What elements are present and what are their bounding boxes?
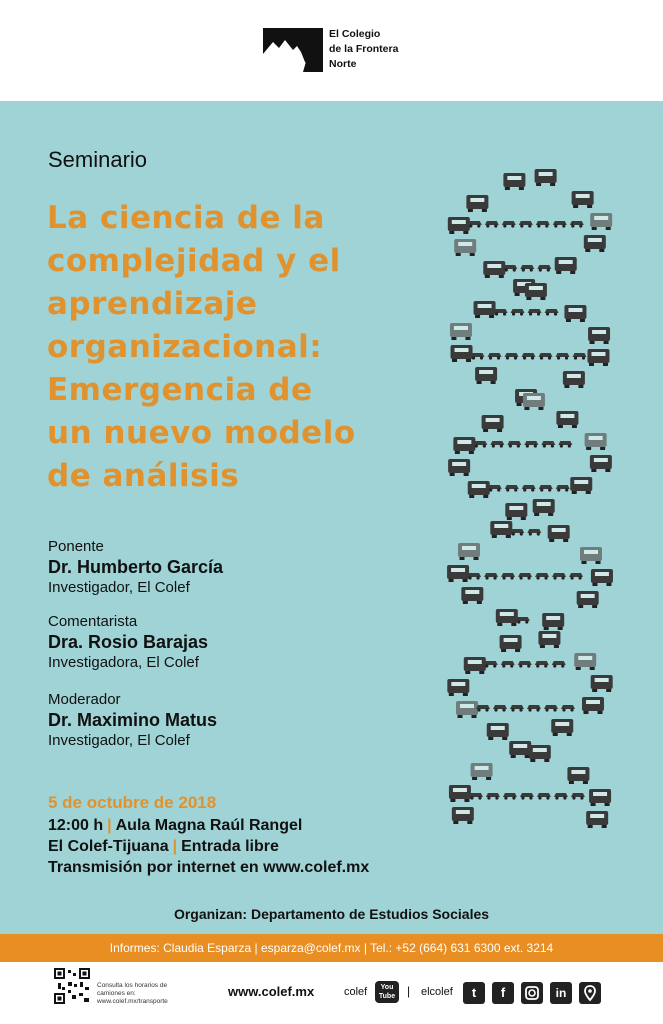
time-place-line	[48, 815, 369, 836]
truck-icon	[588, 327, 610, 344]
campus-line	[48, 836, 369, 857]
institution-line: El Colegio	[329, 28, 381, 40]
event-time: 12:00 h	[48, 817, 104, 834]
car-icon	[573, 353, 587, 360]
truck-icon	[466, 195, 488, 212]
car-icon	[545, 309, 559, 316]
truck-icon	[535, 169, 557, 186]
poster-body	[0, 101, 663, 934]
person-name: Dra. Rosio Barajas	[48, 632, 209, 652]
car-icon	[544, 705, 558, 712]
car-icon	[561, 705, 575, 712]
person-role: Ponente	[48, 538, 104, 555]
event-type: Seminario	[48, 147, 148, 172]
title-line: de análisis	[47, 458, 240, 494]
truck-icon	[577, 591, 599, 608]
truck-icon	[529, 745, 551, 762]
car-icon	[490, 441, 504, 448]
car-icon	[473, 441, 487, 448]
person-affiliation: Investigadora, El Colef	[48, 654, 199, 671]
truck-icon	[482, 415, 504, 432]
youtube-handle: colef	[344, 986, 368, 998]
title-line: organizacional:	[47, 329, 323, 365]
car-icon	[488, 353, 502, 360]
truck-icon	[563, 371, 585, 388]
car-icon	[486, 793, 500, 800]
truck-icon	[570, 477, 592, 494]
car-icon	[493, 705, 507, 712]
social-handle: elcolef	[421, 986, 453, 998]
car-icon	[541, 441, 555, 448]
truck-icon	[509, 741, 531, 758]
truck-icon	[448, 217, 470, 234]
truck-icon	[585, 433, 607, 450]
car-icon	[552, 661, 566, 668]
speaker-block	[48, 537, 408, 597]
moderator-block	[48, 690, 408, 750]
car-icon	[570, 221, 584, 228]
truck-icon	[461, 587, 483, 604]
location-icon[interactable]	[579, 982, 601, 1004]
truck-icon	[533, 499, 555, 516]
car-icon	[569, 573, 583, 580]
event-date: 5 de octubre de 2018	[48, 793, 217, 812]
organizers: Organizan: Departamento de Estudios Sociales	[173, 906, 490, 922]
truck-icon	[582, 697, 604, 714]
youtube-icon[interactable]: You Tube	[375, 981, 399, 1003]
truck-icon	[458, 543, 480, 560]
event-campus: El Colef-Tijuana	[48, 838, 169, 855]
car-icon	[484, 573, 498, 580]
car-icon	[501, 573, 515, 580]
instagram-icon[interactable]	[521, 982, 543, 1004]
car-icon	[494, 309, 508, 316]
footer	[0, 962, 663, 1024]
car-icon	[537, 265, 551, 272]
separator: |	[107, 817, 112, 834]
car-icon	[536, 221, 550, 228]
car-icon	[535, 661, 549, 668]
car-icon	[484, 661, 498, 668]
car-icon	[554, 793, 568, 800]
truck-icon	[523, 393, 545, 410]
truck-icon	[500, 635, 522, 652]
truck-icon	[464, 657, 486, 674]
title-line: un nuevo modelo	[47, 415, 356, 451]
car-icon	[528, 309, 542, 316]
truck-icon	[590, 455, 612, 472]
car-icon	[510, 529, 524, 536]
truck-icon	[483, 261, 505, 278]
car-icon	[524, 441, 538, 448]
car-icon	[503, 793, 517, 800]
car-icon	[510, 705, 524, 712]
car-icon	[535, 573, 549, 580]
car-icon	[503, 265, 517, 272]
car-icon	[553, 221, 567, 228]
truck-icon	[542, 613, 564, 630]
truck-icon	[452, 807, 474, 824]
contact-bar: Informes: Claudia Esparza | esparza@colef.mx | Tel.: +52 (664) 631 6300 ext. 3214	[0, 934, 663, 962]
person-role: Moderador	[48, 691, 121, 708]
title-line: La ciencia de la	[47, 200, 325, 236]
car-icon	[527, 529, 541, 536]
truck-icon	[447, 679, 469, 696]
person-affiliation: Investigador, El Colef	[48, 579, 190, 596]
car-icon	[518, 661, 532, 668]
truck-icon	[567, 767, 589, 784]
truck-icon	[591, 569, 613, 586]
truck-icon	[572, 191, 594, 208]
car-icon	[539, 485, 553, 492]
car-icon	[488, 485, 502, 492]
qr-code-icon[interactable]	[54, 968, 90, 1004]
stream-info: Transmisión por internet en www.colef.mx	[48, 859, 370, 876]
divider: |	[407, 984, 411, 998]
car-icon	[539, 353, 553, 360]
truck-icon	[548, 525, 570, 542]
car-icon	[467, 573, 481, 580]
event-place: Aula Magna Raúl Rangel	[115, 817, 303, 834]
transport-note: Consulta los horarios de camiones en: www.colef.mx/transporte	[97, 982, 168, 1005]
truck-icon	[456, 701, 478, 718]
truck-icon	[450, 323, 472, 340]
header	[0, 0, 663, 101]
car-icon	[556, 353, 570, 360]
truck-icon	[505, 503, 527, 520]
truck-icon	[538, 631, 560, 648]
car-icon	[522, 353, 536, 360]
car-icon	[516, 617, 530, 624]
car-icon	[571, 793, 585, 800]
truck-icon	[453, 437, 475, 454]
car-icon	[507, 441, 521, 448]
dna-cars-illustration	[440, 169, 620, 829]
truck-icon	[525, 283, 547, 300]
car-icon	[527, 705, 541, 712]
truck-icon	[574, 653, 596, 670]
truck-icon	[496, 609, 518, 626]
car-icon	[511, 309, 525, 316]
car-icon	[468, 221, 482, 228]
truck-icon	[586, 811, 608, 828]
car-icon	[520, 793, 534, 800]
car-icon	[505, 353, 519, 360]
institution-name	[329, 27, 409, 72]
linkedin-icon[interactable]: in	[550, 982, 572, 1004]
truck-icon	[580, 547, 602, 564]
truck-icon	[487, 723, 509, 740]
car-icon	[522, 485, 536, 492]
truck-icon	[490, 521, 512, 538]
truck-icon	[447, 565, 469, 582]
truck-icon	[475, 367, 497, 384]
facebook-icon[interactable]: f	[492, 982, 514, 1004]
website-link[interactable]: www.colef.mx	[228, 984, 315, 999]
car-icon	[469, 793, 483, 800]
event-details	[48, 815, 369, 878]
car-icon	[471, 353, 485, 360]
truck-icon	[591, 675, 613, 692]
truck-icon	[555, 257, 577, 274]
truck-icon	[451, 345, 473, 362]
car-icon	[520, 265, 534, 272]
car-icon	[552, 573, 566, 580]
truck-icon	[590, 213, 612, 230]
car-icon	[537, 793, 551, 800]
car-icon	[518, 573, 532, 580]
truck-icon	[503, 173, 525, 190]
title-line: complejidad y el	[47, 243, 341, 279]
car-icon	[519, 221, 533, 228]
truck-icon	[556, 411, 578, 428]
event-title	[47, 197, 407, 498]
car-icon	[476, 705, 490, 712]
truck-icon	[584, 235, 606, 252]
truck-icon	[474, 301, 496, 318]
institution-line: de la Frontera	[329, 43, 399, 55]
truck-icon	[468, 481, 490, 498]
truck-icon	[449, 785, 471, 802]
truck-icon	[589, 789, 611, 806]
twitter-icon[interactable]: t	[463, 982, 485, 1004]
car-icon	[501, 661, 515, 668]
truck-icon	[471, 763, 493, 780]
event-entry: Entrada libre	[181, 838, 279, 855]
person-name: Dr. Humberto García	[48, 557, 224, 577]
person-name: Dr. Maximino Matus	[48, 710, 218, 730]
colef-logo-icon	[263, 28, 323, 72]
truck-icon	[587, 349, 609, 366]
person-affiliation: Investigador, El Colef	[48, 732, 190, 749]
institution-line: Norte	[329, 58, 357, 70]
car-icon	[502, 221, 516, 228]
truck-icon	[564, 305, 586, 322]
truck-icon	[448, 459, 470, 476]
car-icon	[485, 221, 499, 228]
separator: |	[172, 838, 178, 855]
truck-icon	[454, 239, 476, 256]
title-line: Emergencia de	[47, 372, 313, 408]
car-icon	[558, 441, 572, 448]
person-role: Comentarista	[48, 613, 138, 630]
truck-icon	[551, 719, 573, 736]
title-line: aprendizaje	[47, 286, 258, 322]
car-icon	[505, 485, 519, 492]
commentator-block	[48, 612, 408, 672]
car-icon	[556, 485, 570, 492]
